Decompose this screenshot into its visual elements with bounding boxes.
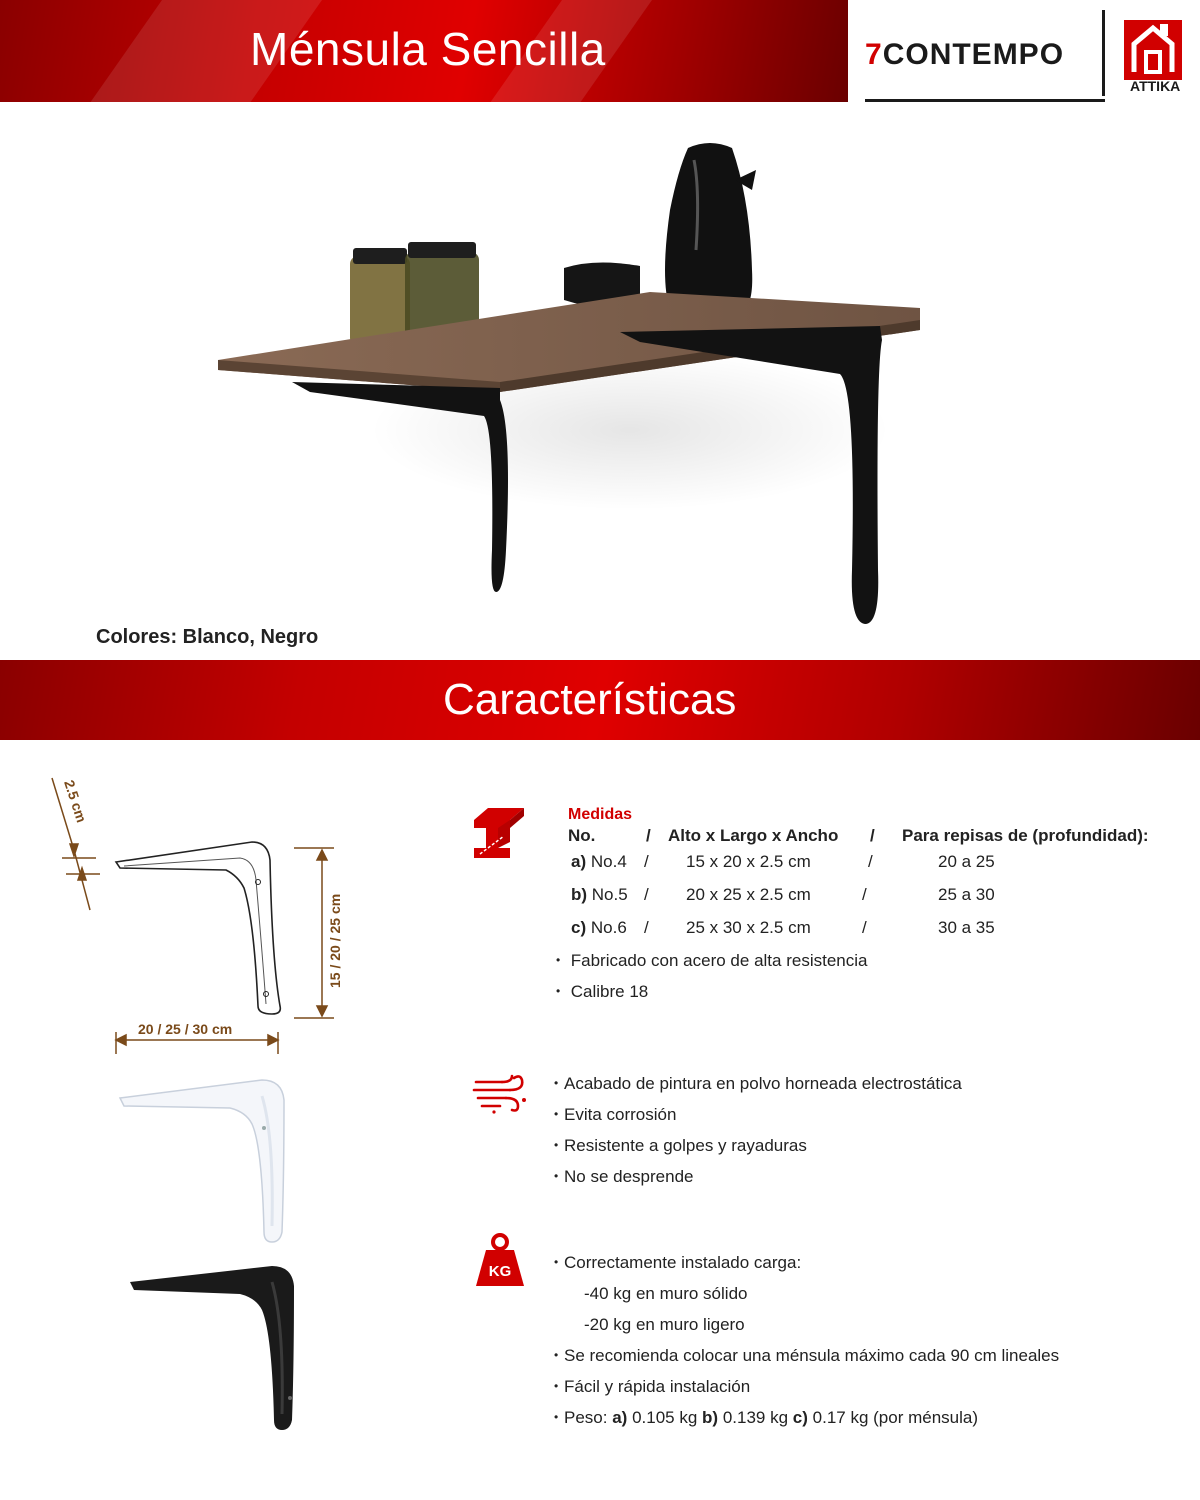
list-item: • Se recomienda colocar una ménsula máximo cada 90 cm lineales (554, 1346, 1060, 1365)
table-row-depth: 30 a 35 (938, 918, 995, 937)
header-dimensions: Alto x Largo x Ancho (668, 826, 839, 845)
list-item: • Acabado de pintura en polvo horneada electrostática (554, 1074, 962, 1093)
contempo-logo-prefix: 7 (865, 38, 883, 71)
thickness-label: 2.5 cm (61, 777, 90, 825)
white-bracket-image (112, 1076, 292, 1246)
load-solid-wall: -40 kg en muro sólido (584, 1284, 748, 1303)
table-row-dims: 20 x 25 x 2.5 cm (686, 885, 811, 904)
steel-beam-icon (470, 806, 526, 864)
table-row-sep: / (868, 852, 873, 871)
table-row-dims: 15 x 20 x 2.5 cm (686, 852, 811, 871)
table-row-sep: / (862, 885, 867, 904)
black-bracket-image (126, 1264, 301, 1434)
height-label: 15 / 20 / 25 cm (327, 893, 343, 988)
list-item: • Correctamente instalado carga: (554, 1253, 802, 1272)
list-item: • Resistente a golpes y rayaduras (554, 1136, 807, 1155)
table-row-sep: / (644, 918, 649, 937)
table-row-sep: / (862, 918, 867, 937)
table-row-depth: 25 a 30 (938, 885, 995, 904)
list-item: • Fácil y rápida instalación (554, 1377, 751, 1396)
header-no: No. (568, 826, 596, 845)
brand-underline (865, 99, 1105, 102)
bracket-outline (116, 842, 280, 1014)
list-item: • No se desprende (554, 1167, 694, 1186)
measures-label: Medidas (568, 806, 633, 823)
table-row-sep: / (644, 885, 649, 904)
table-row-letter: c) No.6 (571, 918, 627, 937)
contempo-logo (865, 38, 1064, 72)
powder-coat-icon (472, 1074, 528, 1114)
table-row-sep: / (644, 852, 649, 871)
table-row-letter: b) No.5 (571, 885, 628, 904)
section-title: Características (443, 675, 737, 724)
list-item: • Calibre 18 (556, 982, 649, 1001)
weight-list-item: • Peso: a) 0.105 kg b) 0.139 kg c) 0.17 kg (por ménsula) (554, 1408, 979, 1427)
attika-logo-text: ATTIKA (1130, 78, 1181, 94)
table-row-dims: 25 x 30 x 2.5 cm (686, 918, 811, 937)
table-row-letter: a) No.4 (571, 852, 627, 871)
weight-kg-icon (474, 1232, 526, 1290)
header-sep: / (870, 826, 875, 845)
shelf-product-image (200, 130, 1000, 640)
load-light-wall: -20 kg en muro ligero (584, 1315, 745, 1334)
contempo-logo-name: CONTEMPO (882, 38, 1065, 71)
bracket-dimension-diagram (40, 770, 360, 1070)
length-label: 20 / 25 / 30 cm (138, 1021, 233, 1037)
attika-house-icon (1120, 14, 1186, 82)
list-item: • Fabricado con acero de alta resistencia (556, 951, 868, 970)
header-depth: Para repisas de (profundidad): (902, 826, 1149, 845)
brand-divider (1102, 10, 1105, 96)
table-row-depth: 20 a 25 (938, 852, 995, 871)
page-title: Ménsula Sencilla (250, 23, 606, 75)
weight-kg-label: KG (488, 1263, 512, 1280)
colors-caption: Colores: Blanco, Negro (96, 626, 319, 648)
list-item: • Evita corrosión (554, 1105, 677, 1124)
header-sep: / (646, 826, 651, 845)
